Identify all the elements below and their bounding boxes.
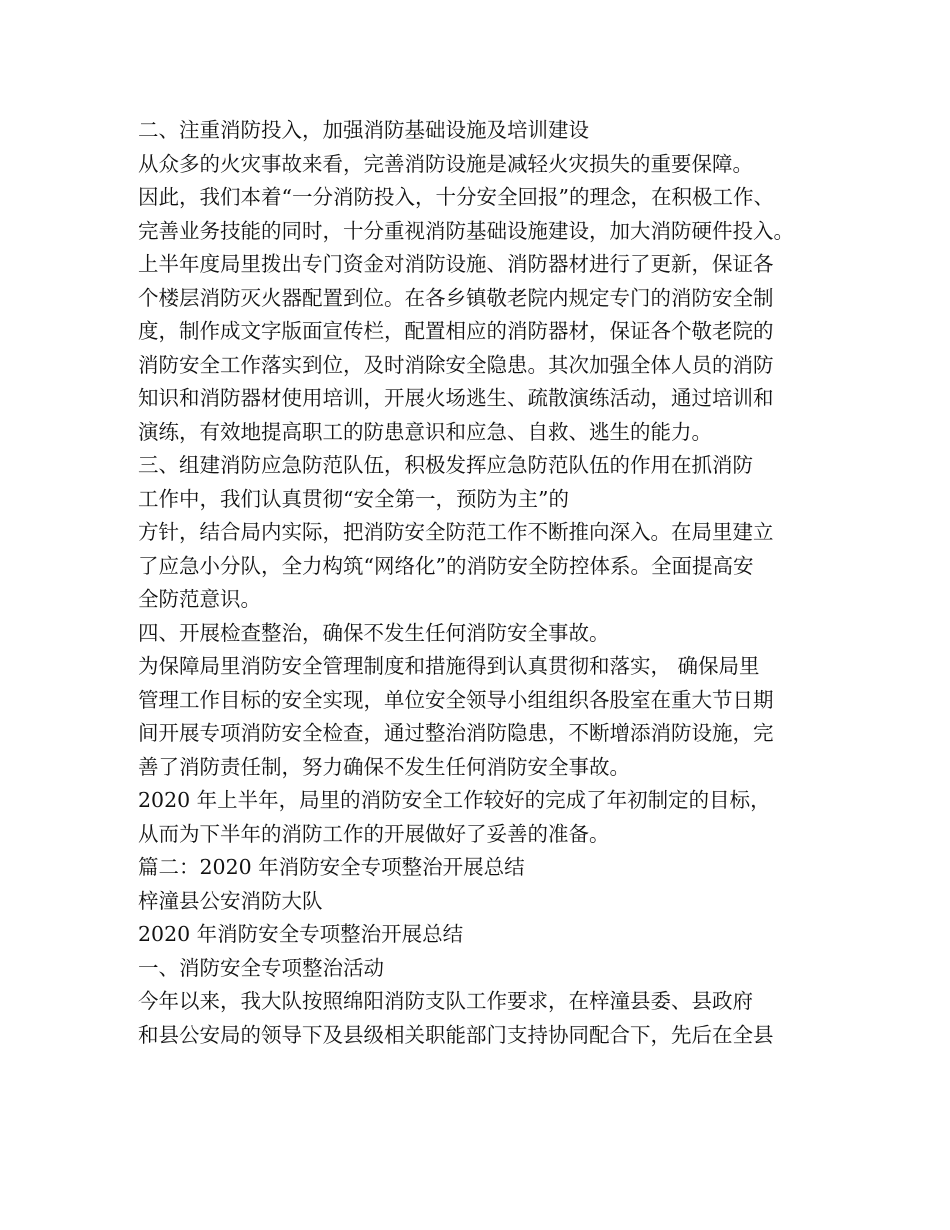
text-line: 工作中，我们认真贯彻“安全第一，预防为主”的 (138, 486, 569, 511)
text-line: 上半年度局里拨出专门资金对消防设施、消防器材进行了更新，保证各 (138, 252, 774, 276)
text-line: 知识和消防器材使用培训，开展火场逃生、疏散演练活动，通过培训和 (138, 386, 774, 410)
text-line: 度，制作成文字版面宣传栏，配置相应的消防器材，保证各个敬老院的 (138, 319, 774, 343)
text-line: 间开展专项消防安全检查，通过整治消防隐患，不断增添消防设施，完 (138, 721, 774, 745)
text-line: 因此，我们本着“一分消防投入，十分安全回报”的理念，在积极工作、 (138, 185, 774, 209)
text-line: 今年以来，我大队按照绵阳消防支队工作要求，在梓潼县委、县政府 (138, 989, 753, 1013)
text-line: 全防范意识。 (138, 587, 261, 611)
text-line: 从众多的火灾事故来看，完善消防设施是减轻火灾损失的重要保障。 (138, 151, 753, 176)
text-line: 四、开展检查整治，确保不发生任何消防安全事故。 (138, 620, 610, 645)
document-body (138, 114, 828, 1052)
organization-name: 梓潼县公安消防大队 (138, 888, 323, 913)
text-line: 和县公安局的领导下及县级相关职能部门支持协同配合下，先后在全县 (138, 1022, 774, 1047)
text-line: 管理工作目标的安全实现，单位安全领导小组组织各股室在重大节日期 (138, 687, 774, 712)
document-title: 2020 年消防安全专项整治开展总结 (138, 922, 464, 946)
text-line: 为保障局里消防安全管理制度和措施得到认真贯彻和落实， 确保局里 (138, 654, 760, 678)
text-line: 个楼层消防灭火器配置到位。在各乡镇敬老院内规定专门的消防安全制 (138, 285, 774, 310)
text-line: 方针，结合局内实际，把消防安全防范工作不断推向深入。在局里建立 (138, 520, 774, 544)
text-line: 演练，有效地提高职工的防患意识和应急、自救、逃生的能力。 (138, 419, 712, 444)
text-line: 善了消防责任制，努力确保不发生任何消防安全事故。 (138, 754, 630, 779)
section-heading: 篇二：2020 年消防安全专项整治开展总结 (138, 855, 525, 879)
text-line: 三、组建消防应急防范队伍，积极发挥应急防范队伍的作用在抓消防 (138, 453, 753, 477)
text-line: 2020 年上半年，局里的消防安全工作较好的完成了年初制定的目标， (138, 788, 771, 812)
text-line: 从而为下半年的消防工作的开展做好了妥善的准备。 (138, 821, 610, 846)
subsection-heading: 一、消防安全专项整治活动 (138, 955, 384, 980)
text-line: 消防安全工作落实到位，及时消除安全隐患。其次加强全体人员的消防 (138, 352, 774, 377)
text-line: 二、注重消防投入，加强消防基础设施及培训建设 (138, 118, 589, 142)
text-line: 了应急小分队，全力构筑“网络化”的消防安全防控体系。全面提高安 (138, 553, 754, 578)
text-line: 完善业务技能的同时，十分重视消防基础设施建设，加大消防硬件投入。 (138, 218, 794, 243)
